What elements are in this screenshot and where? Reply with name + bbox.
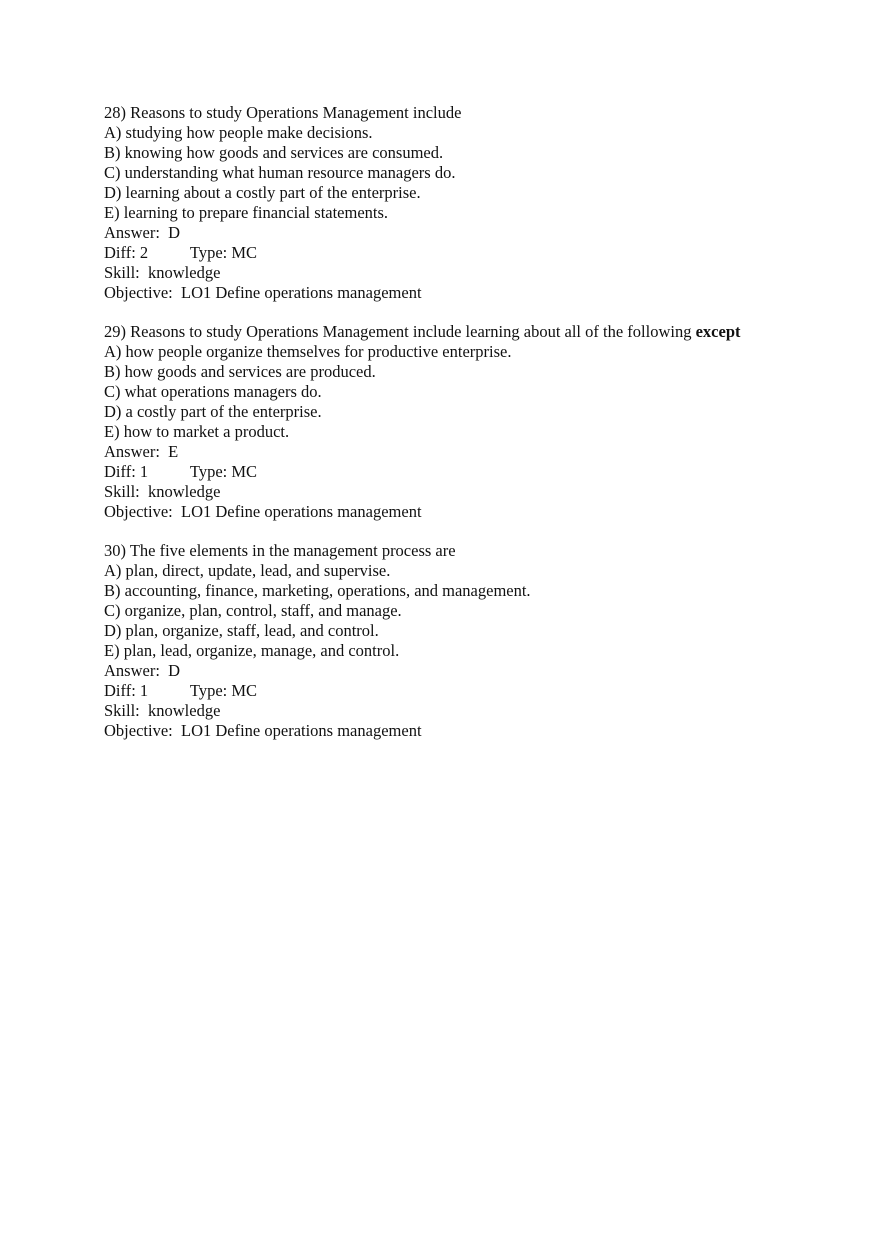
option-b: B) knowing how goods and services are consumed. bbox=[104, 143, 444, 162]
option-e: E) how to market a product. bbox=[104, 422, 290, 441]
objective-line bbox=[104, 502, 844, 522]
question-30 bbox=[104, 541, 844, 741]
question-text: Reasons to study Operations Management include learning about all of the following bbox=[130, 322, 692, 341]
skill-line bbox=[104, 482, 844, 502]
skill-line bbox=[104, 263, 844, 283]
objective-label: Objective: bbox=[104, 283, 173, 302]
question-stem bbox=[104, 103, 844, 123]
option-a: A) how people organize themselves for productive enterprise. bbox=[104, 342, 512, 361]
diff-type-line bbox=[104, 462, 844, 482]
question-28 bbox=[104, 103, 844, 303]
objective-label: Objective: bbox=[104, 502, 173, 521]
skill-value: knowledge bbox=[148, 482, 221, 501]
option-c: C) organize, plan, control, staff, and manage. bbox=[104, 601, 402, 620]
skill-line bbox=[104, 701, 844, 721]
option-d: D) learning about a costly part of the enterprise. bbox=[104, 183, 421, 202]
skill-value: knowledge bbox=[148, 263, 221, 282]
objective-value: LO1 Define operations management bbox=[180, 502, 422, 521]
option-d: D) plan, organize, staff, lead, and control. bbox=[104, 621, 379, 640]
diff-value: 2 bbox=[139, 243, 149, 262]
objective-value: LO1 Define operations management bbox=[180, 283, 422, 302]
objective-value: LO1 Define operations management bbox=[180, 721, 422, 740]
question-number: 28) bbox=[104, 103, 126, 122]
answer-value: E bbox=[168, 442, 179, 461]
diff-type-line bbox=[104, 243, 844, 263]
type-value: MC bbox=[231, 243, 258, 262]
answer-label: Answer: bbox=[104, 661, 160, 680]
option-e: E) plan, lead, organize, manage, and control. bbox=[104, 641, 400, 660]
question-stem bbox=[104, 541, 844, 561]
objective-label: Objective: bbox=[104, 721, 173, 740]
type-value: MC bbox=[231, 462, 258, 481]
option-d: D) a costly part of the enterprise. bbox=[104, 402, 322, 421]
diff-label: Diff: bbox=[104, 462, 136, 481]
answer-value: D bbox=[168, 223, 181, 242]
document-page bbox=[104, 103, 844, 760]
option-c: C) understanding what human resource managers do. bbox=[104, 163, 456, 182]
option-e: E) learning to prepare financial statements. bbox=[104, 203, 389, 222]
type-value: MC bbox=[231, 681, 258, 700]
question-emphasis: except bbox=[695, 322, 741, 341]
objective-line bbox=[104, 721, 844, 741]
diff-type-line bbox=[104, 681, 844, 701]
type-label: Type: bbox=[189, 462, 228, 481]
answer-label: Answer: bbox=[104, 442, 160, 461]
question-29 bbox=[104, 322, 844, 522]
answer-line bbox=[104, 661, 844, 681]
answer-label: Answer: bbox=[104, 223, 160, 242]
type-label: Type: bbox=[189, 681, 228, 700]
question-number: 29) bbox=[104, 322, 126, 341]
diff-value: 1 bbox=[139, 681, 149, 700]
objective-line bbox=[104, 283, 844, 303]
answer-line bbox=[104, 223, 844, 243]
answer-line bbox=[104, 442, 844, 462]
option-b: B) how goods and services are produced. bbox=[104, 362, 376, 381]
question-text: Reasons to study Operations Management include bbox=[130, 103, 462, 122]
question-number: 30) bbox=[104, 541, 126, 560]
question-text: The five elements in the management process are bbox=[129, 541, 456, 560]
skill-label: Skill: bbox=[104, 482, 140, 501]
skill-value: knowledge bbox=[148, 701, 221, 720]
answer-value: D bbox=[168, 661, 181, 680]
option-a: A) studying how people make decisions. bbox=[104, 123, 373, 142]
diff-value: 1 bbox=[139, 462, 149, 481]
diff-label: Diff: bbox=[104, 243, 136, 262]
option-a: A) plan, direct, update, lead, and supervise. bbox=[104, 561, 391, 580]
type-label: Type: bbox=[189, 243, 228, 262]
diff-label: Diff: bbox=[104, 681, 136, 700]
question-stem bbox=[104, 322, 844, 342]
skill-label: Skill: bbox=[104, 263, 140, 282]
skill-label: Skill: bbox=[104, 701, 140, 720]
option-b: B) accounting, finance, marketing, operations, and management. bbox=[104, 581, 531, 600]
option-c: C) what operations managers do. bbox=[104, 382, 322, 401]
